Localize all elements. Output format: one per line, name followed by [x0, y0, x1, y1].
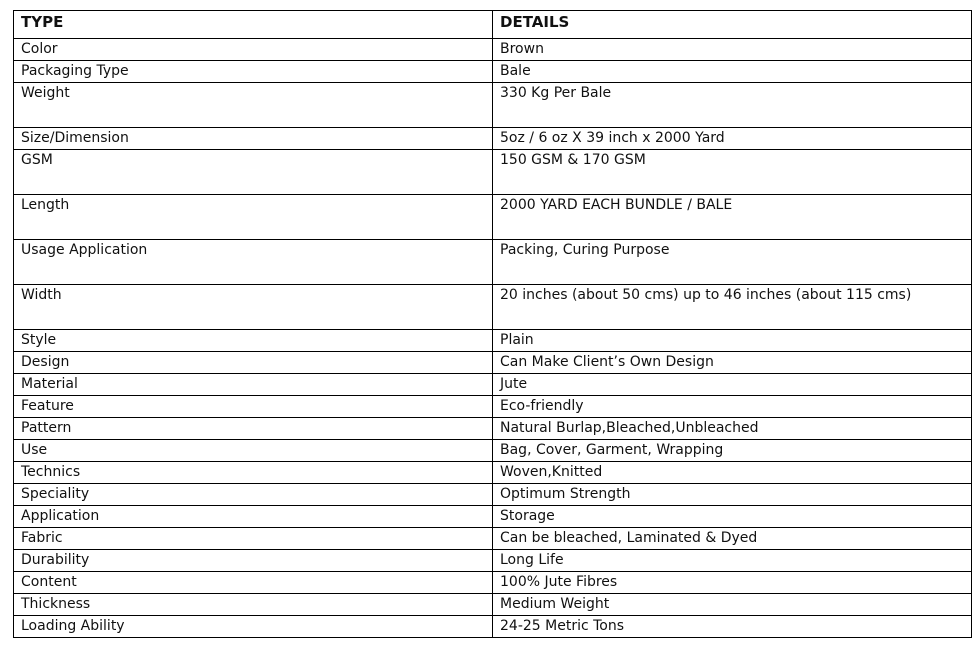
cell-type: Style: [14, 330, 493, 352]
cell-type: Technics: [14, 462, 493, 484]
table-row: [14, 330, 972, 352]
table-row: [14, 195, 972, 240]
cell-details: Bale: [493, 61, 972, 83]
table-row: [14, 418, 972, 440]
specification-table: [13, 10, 972, 638]
cell-type: Width: [14, 285, 493, 330]
table-row: [14, 83, 972, 128]
cell-type: Fabric: [14, 528, 493, 550]
table-row: [14, 128, 972, 150]
cell-details: Can Make Client’s Own Design: [493, 352, 972, 374]
table-header-row: [14, 11, 972, 39]
cell-type: Content: [14, 572, 493, 594]
header-details: DETAILS: [493, 11, 972, 39]
cell-details: Storage: [493, 506, 972, 528]
cell-details: 330 Kg Per Bale: [493, 83, 972, 128]
table-row: [14, 572, 972, 594]
cell-type: Loading Ability: [14, 616, 493, 638]
cell-type: Packaging Type: [14, 61, 493, 83]
cell-details: Natural Burlap,Bleached,Unbleached: [493, 418, 972, 440]
table-row: [14, 352, 972, 374]
cell-details: Packing, Curing Purpose: [493, 240, 972, 285]
cell-type: Durability: [14, 550, 493, 572]
header-type: TYPE: [14, 11, 493, 39]
cell-type: Pattern: [14, 418, 493, 440]
table-row: [14, 39, 972, 61]
table-row: [14, 484, 972, 506]
table-row: [14, 506, 972, 528]
table-row: [14, 61, 972, 83]
cell-details: Jute: [493, 374, 972, 396]
table-row: [14, 374, 972, 396]
table-row: [14, 528, 972, 550]
table-row: [14, 285, 972, 330]
cell-details: Plain: [493, 330, 972, 352]
cell-details: Woven,Knitted: [493, 462, 972, 484]
table-row: [14, 462, 972, 484]
cell-type: Thickness: [14, 594, 493, 616]
table-row: [14, 550, 972, 572]
cell-details: 100% Jute Fibres: [493, 572, 972, 594]
table-row: [14, 440, 972, 462]
cell-type: Application: [14, 506, 493, 528]
cell-type: Color: [14, 39, 493, 61]
cell-type: Design: [14, 352, 493, 374]
cell-details: Long Life: [493, 550, 972, 572]
table-row: [14, 396, 972, 418]
cell-type: Speciality: [14, 484, 493, 506]
cell-details: 2000 YARD EACH BUNDLE / BALE: [493, 195, 972, 240]
cell-type: Material: [14, 374, 493, 396]
cell-type: Usage Application: [14, 240, 493, 285]
cell-details: Eco-friendly: [493, 396, 972, 418]
table-row: [14, 240, 972, 285]
cell-type: Size/Dimension: [14, 128, 493, 150]
cell-type: Feature: [14, 396, 493, 418]
cell-type: GSM: [14, 150, 493, 195]
cell-details: Optimum Strength: [493, 484, 972, 506]
cell-details: 24-25 Metric Tons: [493, 616, 972, 638]
cell-details: Medium Weight: [493, 594, 972, 616]
cell-details: 5oz / 6 oz X 39 inch x 2000 Yard: [493, 128, 972, 150]
cell-details: 150 GSM & 170 GSM: [493, 150, 972, 195]
table-row: [14, 616, 972, 638]
cell-details: 20 inches (about 50 cms) up to 46 inches (about 115 cms): [493, 285, 972, 330]
cell-details: Can be bleached, Laminated & Dyed: [493, 528, 972, 550]
cell-details: Bag, Cover, Garment, Wrapping: [493, 440, 972, 462]
table-row: [14, 150, 972, 195]
table-body: [14, 39, 972, 638]
table-row: [14, 594, 972, 616]
cell-type: Weight: [14, 83, 493, 128]
cell-details: Brown: [493, 39, 972, 61]
cell-type: Length: [14, 195, 493, 240]
cell-type: Use: [14, 440, 493, 462]
